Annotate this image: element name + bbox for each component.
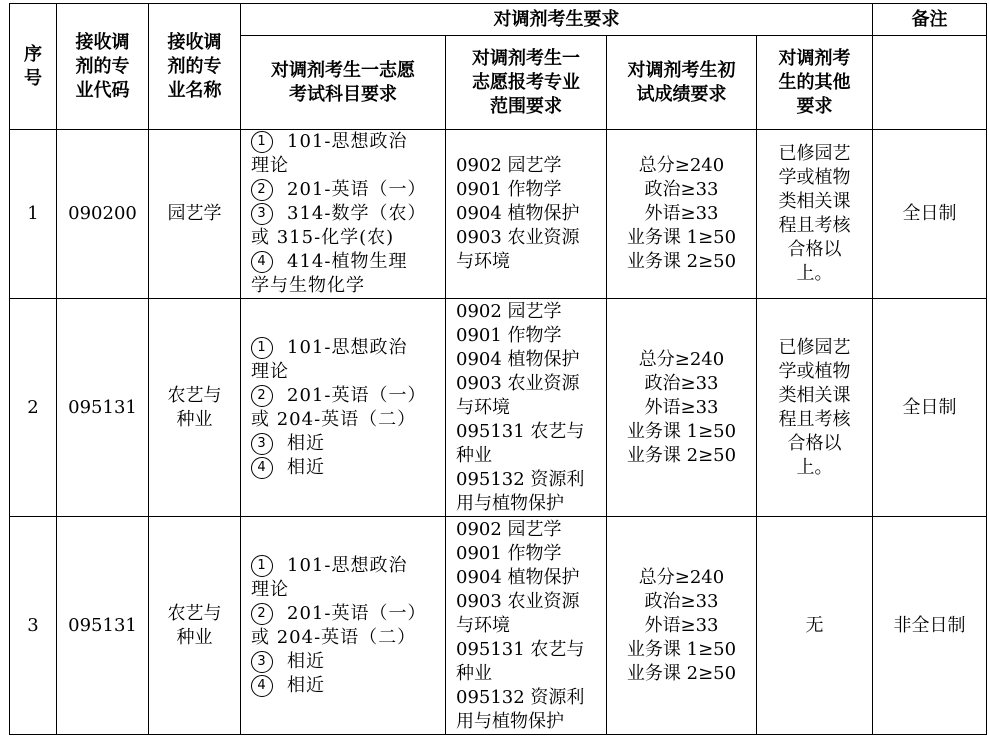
cell-line: 与环境 [456, 251, 510, 272]
cell-subjects [241, 517, 446, 735]
subject-line [251, 456, 439, 480]
circled-number-icon: 1 [251, 131, 273, 153]
cell-line: 0902 园艺学 [456, 300, 562, 322]
subject-text: 理论 [251, 578, 289, 600]
header-remark-blank [873, 36, 987, 130]
cell-scores [607, 517, 757, 735]
cell-line: 095131 农艺与 [456, 638, 585, 660]
header-scope: 对调剂考生一 志愿报考专业 范围要求 [446, 36, 607, 130]
subject-line [251, 178, 439, 202]
subject-line [251, 578, 439, 602]
adjustment-requirements-table [9, 3, 987, 735]
subject-line [251, 202, 439, 226]
subject-line [251, 674, 439, 698]
circled-number-icon: 2 [251, 603, 273, 625]
subject-text: 101-思想政治 [287, 131, 408, 152]
cell-line: 种业 [456, 662, 492, 684]
header-subjects: 对调剂考生一志愿 考试科目要求 [241, 36, 446, 130]
cell-line: 农艺与 [167, 384, 222, 406]
cell-scope [446, 299, 607, 517]
cell-line: 学或植物 [778, 167, 851, 188]
header-other: 对调剂考 生的其他 要求 [757, 36, 873, 130]
subject-line [251, 432, 439, 456]
cell-line: 政治≥33 [644, 590, 719, 612]
subject-text: 学与生物化学 [251, 275, 365, 296]
circled-number-icon: 2 [251, 385, 273, 407]
cell-line: 0902 园艺学 [456, 518, 562, 540]
subject-line [251, 650, 439, 674]
cell-line: 业务课 1≥50 [626, 227, 737, 248]
cell-line: 业务课 2≥50 [626, 444, 737, 466]
cell-line: 0901 作物学 [456, 324, 562, 346]
cell-line: 0903 农业资源 [456, 372, 580, 394]
cell-index: 2 [10, 299, 57, 517]
subject-text: 101-思想政治 [287, 554, 408, 576]
cell-line: 总分≥240 [638, 155, 725, 176]
cell-line: 类相关课 [778, 384, 851, 406]
subject-line [251, 226, 439, 250]
cell-line: 学或植物 [778, 360, 851, 382]
subject-text: 201-英语（一） [287, 602, 427, 624]
cell-line: 农艺与 [167, 602, 222, 624]
table-row [10, 299, 987, 517]
cell-line: 种业 [176, 408, 213, 430]
cell-line: 业务课 2≥50 [626, 662, 737, 684]
cell-line: 种业 [456, 444, 492, 466]
subject-text: 414-植物生理 [287, 251, 408, 272]
cell-scope [446, 130, 607, 299]
subject-line [251, 602, 439, 626]
cell-line: 程且考核 [778, 215, 851, 236]
subject-line [251, 626, 439, 650]
header-major-name: 接收调 剂的专 业名称 [149, 4, 241, 130]
circled-number-icon: 4 [251, 251, 273, 273]
cell-line: 用与植物保护 [456, 492, 564, 514]
header-scores: 对调剂考生初 试成绩要求 [607, 36, 757, 130]
cell-line: 095132 资源利 [456, 468, 585, 490]
cell-line: 0901 作物学 [456, 542, 562, 564]
cell-major-code: 090200 [57, 130, 149, 299]
cell-line: 0903 农业资源 [456, 227, 580, 248]
circled-number-icon: 1 [251, 337, 273, 359]
cell-line: 已修园艺 [778, 143, 851, 164]
cell-major-code: 095131 [57, 517, 149, 735]
cell-line: 业务课 1≥50 [626, 638, 737, 660]
cell-line: 与环境 [456, 614, 510, 636]
subject-text: 理论 [251, 360, 289, 382]
circled-number-icon: 1 [251, 555, 273, 577]
header-remark: 备注 [873, 4, 987, 36]
cell-line: 业务课 2≥50 [626, 251, 737, 272]
cell-line: 0904 植物保护 [456, 348, 580, 370]
circled-number-icon: 3 [251, 651, 273, 673]
circled-number-icon: 2 [251, 179, 273, 201]
header-requirements-group: 对调剂考生要求 [241, 4, 873, 36]
cell-other [757, 517, 873, 735]
cell-major-code: 095131 [57, 299, 149, 517]
subject-text: 相近 [287, 432, 325, 454]
cell-line: 政治≥33 [644, 179, 719, 200]
subject-text: 314-数学（农） [287, 203, 427, 224]
cell-line: 外语≥33 [644, 614, 719, 636]
subject-line [251, 130, 439, 154]
table-row [10, 130, 987, 299]
subject-line [251, 360, 439, 384]
cell-line: 园艺学 [167, 203, 222, 224]
cell-other [757, 299, 873, 517]
cell-index: 1 [10, 130, 57, 299]
header-major-code: 接收调 剂的专 业代码 [57, 4, 149, 130]
cell-line: 095132 资源利 [456, 686, 585, 708]
subject-line [251, 408, 439, 432]
cell-subjects [241, 130, 446, 299]
cell-line: 外语≥33 [644, 396, 719, 418]
circled-number-icon: 3 [251, 433, 273, 455]
cell-other [757, 130, 873, 299]
circled-number-icon: 3 [251, 203, 273, 225]
cell-line: 类相关课 [778, 191, 851, 212]
subject-line [251, 250, 439, 274]
cell-line: 已修园艺 [778, 336, 851, 358]
cell-line: 外语≥33 [644, 203, 719, 224]
cell-remark: 全日制 [873, 130, 987, 299]
subject-text: 相近 [287, 456, 325, 478]
subject-line [251, 554, 439, 578]
cell-line: 种业 [176, 626, 213, 648]
cell-subjects [241, 299, 446, 517]
cell-line: 用与植物保护 [456, 710, 564, 732]
cell-line: 095131 农艺与 [456, 420, 585, 442]
subject-text: 或 315-化学(农) [251, 227, 395, 248]
cell-scores [607, 130, 757, 299]
cell-line: 0904 植物保护 [456, 203, 580, 224]
cell-index: 3 [10, 517, 57, 735]
header-index: 序 号 [10, 4, 57, 130]
cell-line: 0903 农业资源 [456, 590, 580, 612]
cell-line: 业务课 1≥50 [626, 420, 737, 442]
cell-line: 无 [805, 614, 824, 636]
cell-line: 0904 植物保护 [456, 566, 580, 588]
cell-scores [607, 299, 757, 517]
cell-line: 程且考核 [778, 408, 851, 430]
cell-line: 总分≥240 [638, 348, 725, 370]
cell-line: 0902 园艺学 [456, 155, 562, 176]
subject-text: 相近 [287, 650, 325, 672]
cell-major-name [149, 130, 241, 299]
table-row [10, 517, 987, 735]
subject-line [251, 274, 439, 298]
cell-line: 政治≥33 [644, 372, 719, 394]
subject-text: 201-英语（一） [287, 179, 427, 200]
subject-text: 或 204-英语（二） [251, 626, 417, 648]
cell-scope [446, 517, 607, 735]
circled-number-icon: 4 [251, 675, 273, 697]
subject-line [251, 384, 439, 408]
cell-line: 上。 [796, 456, 833, 478]
subject-text: 理论 [251, 155, 289, 176]
cell-remark: 全日制 [873, 299, 987, 517]
cell-line: 0901 作物学 [456, 179, 562, 200]
circled-number-icon: 4 [251, 457, 273, 479]
subject-line [251, 336, 439, 360]
cell-line: 上。 [796, 263, 833, 284]
cell-line: 合格以 [787, 239, 842, 260]
subject-text: 101-思想政治 [287, 336, 408, 358]
cell-line: 与环境 [456, 396, 510, 418]
cell-line: 合格以 [787, 432, 842, 454]
cell-major-name [149, 299, 241, 517]
subject-text: 201-英语（一） [287, 384, 427, 406]
subject-line [251, 154, 439, 178]
subject-text: 或 204-英语（二） [251, 408, 417, 430]
subject-text: 相近 [287, 674, 325, 696]
cell-major-name [149, 517, 241, 735]
cell-line: 总分≥240 [638, 566, 725, 588]
cell-remark: 非全日制 [873, 517, 987, 735]
